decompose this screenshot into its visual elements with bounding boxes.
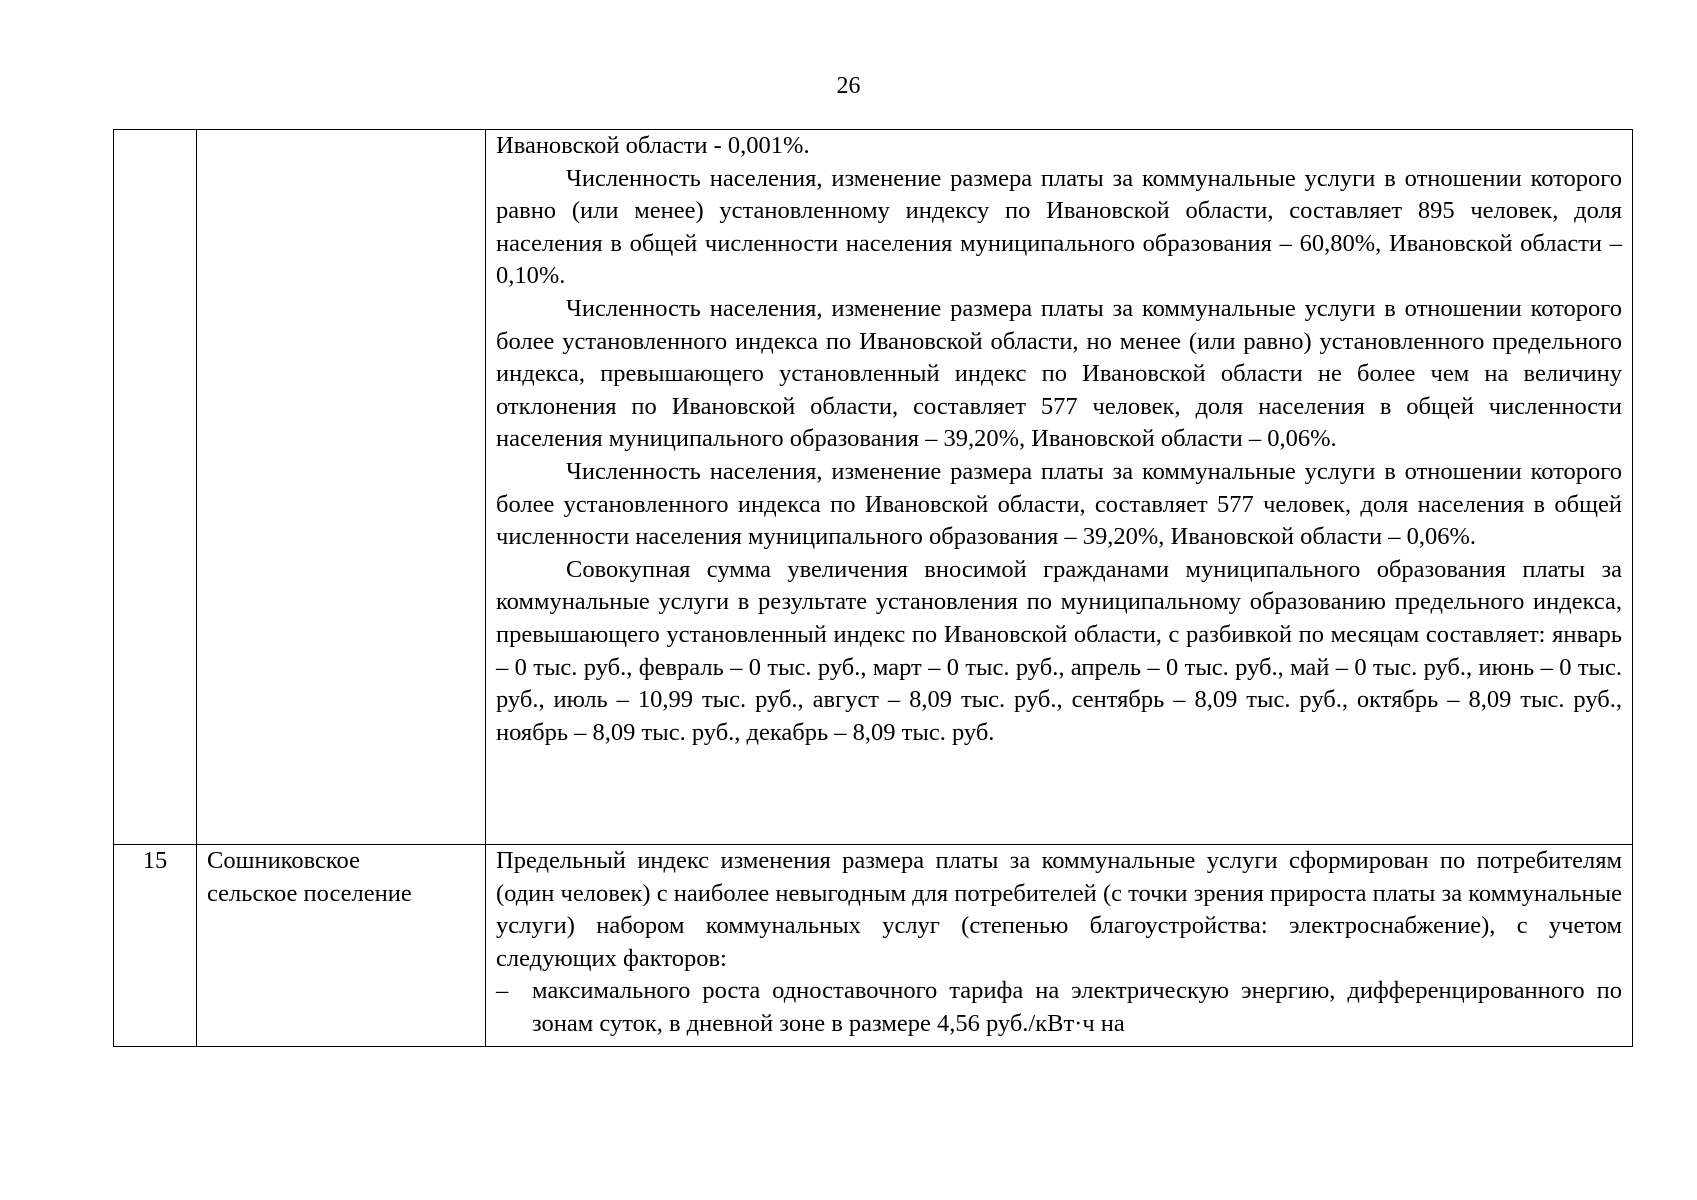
row-number-cell xyxy=(114,130,197,845)
paragraph-intro: Предельный индекс изменения размера платы за коммунальные услуги сформирован по потребителям (один человек) с наиболее невыгодным для потребителей (с точки зрения прироста платы за коммунальные услуги) набором коммунальных услуг (степенью благоустройства: электроснабжение), с учетом следующих факторов: xyxy=(496,847,1622,972)
row-number-cell xyxy=(114,845,197,1047)
municipality-name-line1: Сошниковское xyxy=(207,847,360,874)
description-cell xyxy=(486,130,1633,845)
paragraph: Численность населения, изменение размера платы за коммунальные услуги в отношении которого более установленного индекса по Ивановской области, но менее (или равно) установленного предельного индекса, превышающего установленный индекс по Ивановской области не более чем на величину отклонения по Ивановской области, составляет 577 человек, доля населения в общей численности населения муниципального образования – 39,20%, Ивановской области – 0,06%. xyxy=(496,294,1622,453)
paragraph: Совокупная сумма увеличения вносимой гражданами муниципального образования платы за коммунальные услуги в результате установления по муниципальному образованию предельного индекса, превышающего установленный индекс по Ивановской области, с разбивкой по месяцам составляет: январь – 0 тыс. руб., февраль – 0 тыс. руб., март – 0 тыс. руб., апрель – 0 тыс. руб., май – 0 тыс. руб., июнь – 0 тыс. руб., июль – 10,99 тыс. руб., август – 8,09 тыс. руб., сентябрь – 8,09 тыс. руб., октябрь – 8,09 тыс. руб., ноябрь – 8,09 тыс. руб., декабрь – 8,09 тыс. руб. xyxy=(496,555,1622,746)
paragraph: Ивановской области - 0,001%. xyxy=(496,132,810,159)
row-number: 15 xyxy=(142,847,168,874)
list-item-text: максимального роста одноставочного тарифа на электрическую энергию, дифференцированного по зонам суток, в дневной зоне в размере 4,56 руб./кВт·ч на xyxy=(532,977,1622,1037)
description-cell xyxy=(486,845,1633,1047)
municipality-name-line2: сельское поселение xyxy=(207,879,412,907)
paragraph: Численность населения, изменение размера платы за коммунальные услуги в отношении которого более установленного индекса по Ивановской области, составляет 577 человек, доля населения в общей численности населения муниципального образования – 39,20%, Ивановской области – 0,06%. xyxy=(496,457,1622,551)
municipality-name-cell xyxy=(197,845,486,1047)
list-item xyxy=(496,975,1622,1040)
table-row-15 xyxy=(114,845,1633,1047)
list-dash-marker: – xyxy=(496,977,509,1005)
municipality-name-cell xyxy=(197,130,486,845)
document-table xyxy=(113,129,1633,1047)
page-number: 26 xyxy=(836,73,861,99)
paragraph: Численность населения, изменение размера платы за коммунальные услуги в отношении которого равно (или менее) установленному индексу по Ивановской области, составляет 895 человек, доля населения в общей численности населения муниципального образования – 60,80%, Ивановской области – 0,10%. xyxy=(496,164,1622,290)
table-row-continuation xyxy=(114,130,1633,845)
